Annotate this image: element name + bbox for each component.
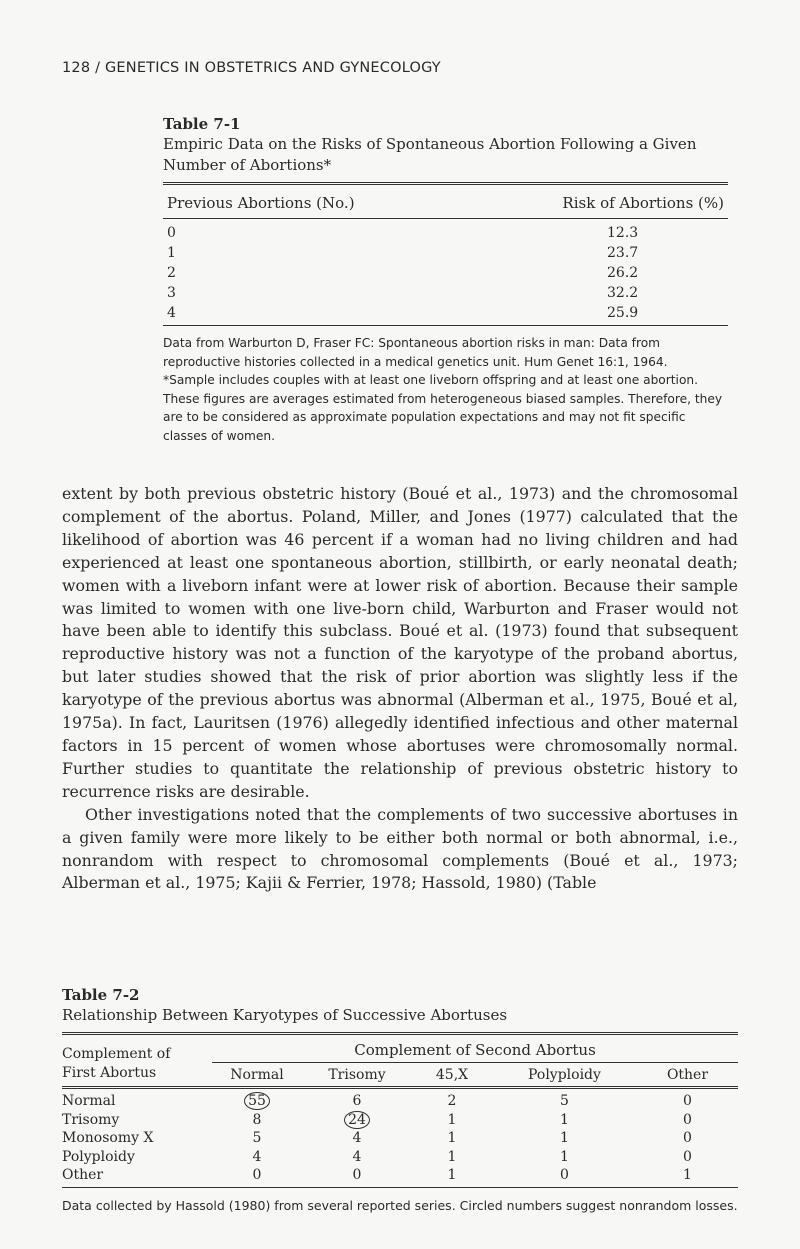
- table-cell: 1: [447, 1148, 457, 1165]
- table-row: [62, 1148, 738, 1167]
- table-rule: [163, 325, 728, 326]
- table-cell: 0: [167, 225, 176, 241]
- column-header: 45,X: [435, 1067, 469, 1083]
- table-cell: 5: [252, 1130, 262, 1146]
- table-row: [163, 263, 728, 283]
- running-head: 128 / GENETICS IN OBSTETRICS AND GYNECOLOGY: [62, 60, 441, 76]
- table-header-row: [163, 185, 728, 218]
- table-cell: 1: [447, 1111, 457, 1128]
- table-row: [62, 1111, 738, 1130]
- table-row: [163, 243, 728, 263]
- table-7-1: [163, 114, 728, 445]
- table-cell: 0: [683, 1093, 692, 1109]
- table-caption: Empiric Data on the Risks of Spontaneous Abortion Following a Given Number of Abortions*: [163, 135, 697, 174]
- table-cell: 0: [683, 1130, 692, 1146]
- table-footnote: Data collected by Hassold (1980) from several reported series. Circled numbers suggest nonrandom losses.: [62, 1197, 738, 1213]
- row-label: Normal: [62, 1093, 116, 1109]
- column-header: Trisomy: [328, 1067, 386, 1083]
- table-cell: 26.2: [607, 265, 639, 281]
- table-cell: 0: [683, 1111, 692, 1128]
- table-cell: 5: [560, 1093, 569, 1109]
- table-cell: 4: [352, 1148, 362, 1165]
- table-header-row: [62, 1035, 738, 1086]
- table-cell: 32.2: [607, 285, 639, 301]
- table-caption: Relationship Between Karyotypes of Successive Abortuses: [62, 1006, 508, 1024]
- table-rule: [62, 1187, 738, 1188]
- table-cell: 12.3: [607, 225, 639, 241]
- table-7-2: [62, 985, 738, 1215]
- table-row: [62, 1129, 738, 1148]
- row-label: Polyploidy: [62, 1148, 135, 1165]
- circled-cell: 24: [344, 1111, 370, 1129]
- column-header: Previous Abortions (No.): [167, 194, 355, 212]
- table-title: Table 7-2: [62, 986, 140, 1004]
- stub-header-line: First Abortus: [62, 1065, 157, 1081]
- column-header: Risk of Abortions (%): [562, 194, 724, 212]
- row-label: Other: [62, 1167, 104, 1183]
- table-footnote: *Sample includes couples with at least one liveborn offspring and at least one abortion. These figures are averages estimated from heterogeneous biased samples. Therefore, they are to be considered as approximate population expectations and may not fit specific classes of women.: [163, 373, 723, 443]
- column-header: Polyploidy: [528, 1067, 601, 1083]
- paragraph: extent by both previous obstetric history (Boué et al., 1973) and the chromosomal complement of the abortus. Poland, Miller, and Jones (1977) calculated that the likelihood of abortion was 46 percent if a woman had no living children and had experienced at least one spontaneous abortion, stillbirth, or early neonatal death; women with a liveborn infant were at lower risk of abortion. Because their sample was limited to women with one live-born child, Warburton and Fraser would not have been able to identify this subclass. Boué et al. (1973) found that subsequent reproductive history was not a function of the karyotype of the proband abortus, but later studies showed that the risk of prior abortion was slightly less if the karyotype of the previous abortus was abnormal (Alberman et al., 1975, Boué et al, 1975a). In fact, Lauritsen (1976) allegedly identified infectious and other maternal factors in 15 percent of women whose abortuses were chromosomally normal. Further studies to quantitate the relationship of previous obstetric history to recurrence risks are desirable.: [62, 484, 738, 801]
- column-header: Normal: [230, 1067, 284, 1083]
- span-header: Complement of Second Abortus: [212, 1035, 738, 1063]
- row-label: Monosomy X: [62, 1130, 154, 1146]
- table-cell: 0: [352, 1167, 362, 1183]
- table-cell: 1: [560, 1148, 569, 1165]
- table-cell: 23.7: [607, 245, 639, 261]
- circled-cell: 55: [244, 1092, 270, 1110]
- table-cell: 0: [560, 1167, 569, 1183]
- row-label: Trisomy: [62, 1111, 120, 1128]
- paragraph: Other investigations noted that the complements of two successive abortuses in a given family were more likely to be either both normal or both abnormal, i.e., nonrandom with respect to chromosomal complements (Boué et al., 1973; Alberman et al., 1975; Kajii & Ferrier, 1978; Hassold, 1980) (Table: [62, 804, 738, 893]
- table-cell: 3: [167, 285, 176, 301]
- table-row: [62, 1092, 738, 1111]
- table-cell: 1: [447, 1130, 457, 1146]
- table-cell: 25.9: [607, 305, 639, 321]
- stub-header-line: Complement of: [62, 1046, 171, 1062]
- table-cell: 2: [447, 1093, 457, 1109]
- table-cell: 0: [683, 1148, 692, 1165]
- table-row: [163, 223, 728, 243]
- table-cell: 4: [167, 305, 176, 321]
- table-cell: 1: [560, 1111, 569, 1128]
- table-cell: 1: [560, 1130, 569, 1146]
- table-cell: 4: [252, 1148, 262, 1165]
- body-text: [62, 483, 738, 895]
- table-cell: 4: [352, 1130, 362, 1146]
- table-row: [163, 303, 728, 323]
- table-source: Data from Warburton D, Fraser FC: Spontaneous abortion risks in man: Data from reproductive histories collected in a medical genetics unit. Hum Genet 16:1, 1964.: [163, 336, 668, 369]
- column-header: Other: [666, 1067, 709, 1083]
- table-cell: 6: [352, 1093, 362, 1109]
- table-cell: 1: [683, 1167, 692, 1183]
- table-cell: 2: [167, 265, 176, 281]
- table-cell: 0: [252, 1167, 262, 1183]
- table-cell: 1: [447, 1167, 457, 1183]
- stub-header: [62, 1041, 212, 1086]
- table-title: Table 7-1: [163, 115, 241, 133]
- table-cell: 8: [252, 1111, 262, 1128]
- table-row: [62, 1166, 738, 1185]
- table-row: [163, 283, 728, 303]
- table-cell: 1: [167, 245, 176, 261]
